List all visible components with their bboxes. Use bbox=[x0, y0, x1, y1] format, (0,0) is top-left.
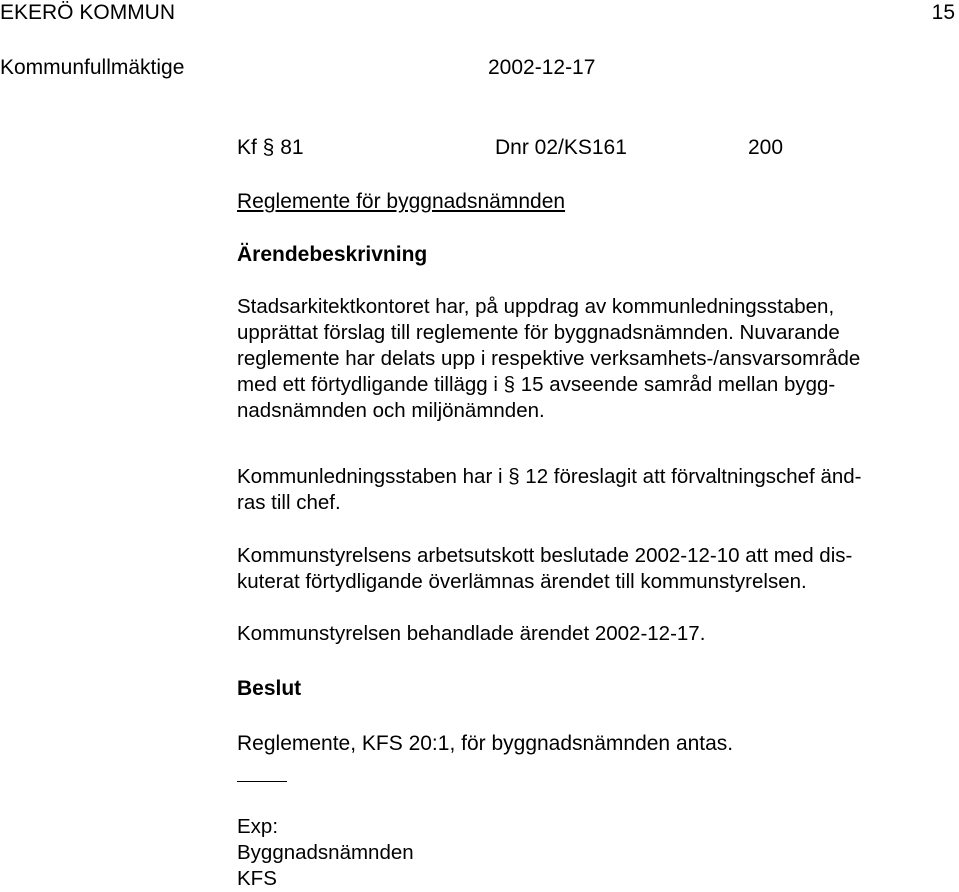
text-line: nadsnämnden och miljönämnden. bbox=[237, 399, 545, 422]
dispatch-recipient: Byggnadsnämnden bbox=[237, 841, 414, 864]
text-line: Kommunstyrelsen behandlade ärendet 2002-12-17. bbox=[237, 622, 706, 645]
text-line: ras till chef. bbox=[237, 491, 341, 514]
assembly-name: Kommunfullmäktige bbox=[0, 56, 185, 79]
text-line: Kommunledningsstaben har i § 12 föreslagit att förvaltningschef änd- bbox=[237, 465, 862, 488]
text-line: Kommunstyrelsens arbetsutskott beslutade 2002-12-10 att med dis- bbox=[237, 544, 853, 567]
separator-rule bbox=[237, 781, 287, 782]
text-line: Stadsarkitektkontoret har, på uppdrag av kommunledningsstaben, bbox=[237, 295, 835, 318]
page-number: 15 bbox=[931, 1, 955, 24]
text-line: kuterat förtydligande överlämnas ärendet till kommunstyrelsen. bbox=[237, 570, 807, 593]
dispatch-list bbox=[237, 814, 937, 892]
text-line: reglemente har delats upp i respektive verksamhets-/ansvarsområde bbox=[237, 347, 861, 370]
dispatch-label: Exp: bbox=[237, 815, 279, 838]
text-line: upprättat förslag till reglemente för byggnadsnämnden. Nuvarande bbox=[237, 321, 840, 344]
dispatch-recipient: KFS bbox=[237, 867, 277, 890]
case-title: Reglemente för byggnadsnämnden bbox=[237, 190, 566, 213]
paragraph-1 bbox=[237, 294, 937, 424]
meeting-date: 2002-12-17 bbox=[488, 56, 596, 79]
paragraph-3 bbox=[237, 543, 937, 595]
paragraph-number: Kf § 81 bbox=[237, 136, 304, 159]
decision-heading: Beslut bbox=[237, 677, 302, 700]
decision-text: Reglemente, KFS 20:1, för byggnadsnämnden antas. bbox=[237, 732, 734, 755]
paragraph-4 bbox=[237, 621, 937, 647]
municipality-name: EKERÖ KOMMUN bbox=[0, 1, 176, 24]
description-heading: Ärendebeskrivning bbox=[237, 243, 428, 266]
archive-code: 200 bbox=[748, 136, 784, 159]
diary-number: Dnr 02/KS161 bbox=[495, 136, 627, 159]
text-line: med ett förtydligande tillägg i § 15 avseende samråd mellan bygg- bbox=[237, 373, 836, 396]
paragraph-2 bbox=[237, 464, 937, 516]
